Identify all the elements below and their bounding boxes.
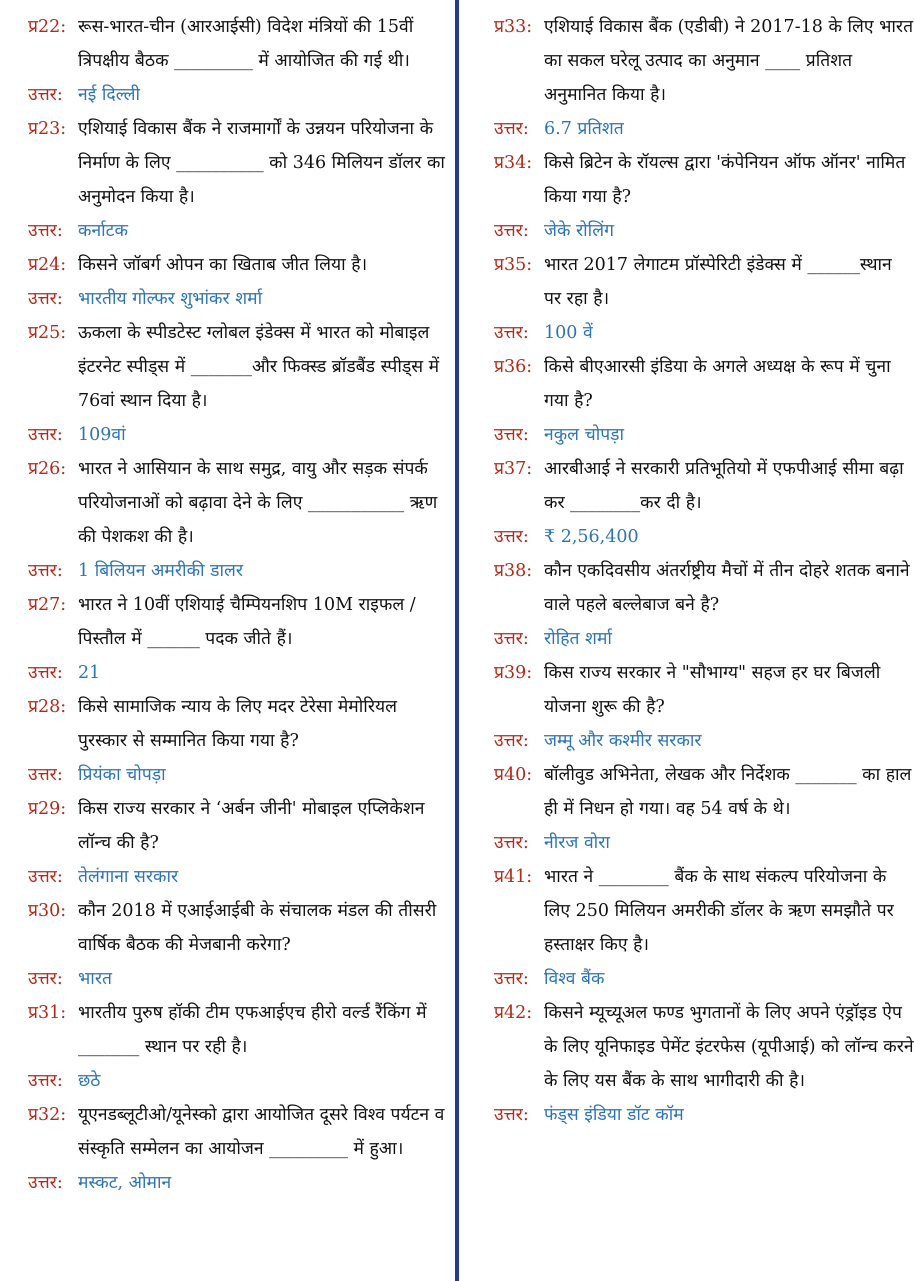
qa-item (28, 316, 448, 452)
qa-item (28, 452, 448, 588)
answer-text: नई दिल्ली (78, 85, 140, 105)
qa-item (494, 656, 914, 758)
answer-row (28, 554, 448, 588)
answer-text: फंड्स इंडिया डॉट कॉम (544, 1105, 684, 1125)
qa-item (28, 996, 448, 1098)
question-row (494, 554, 914, 622)
qa-item (28, 10, 448, 112)
question-number: प्र31: (28, 1003, 67, 1023)
question-text: एशियाई विकास बैंक (एडीबी) ने 2017-18 के लिए भारत का सकल घरेलू उत्पाद का अनुमान ____ प्रतिशत अनुमानित किया है। (544, 17, 914, 105)
question-number: प्र29: (28, 799, 67, 819)
answer-row (28, 78, 448, 112)
answer-label: उत्तर: (28, 85, 63, 105)
answer-text: रोहित शर्मा (544, 629, 612, 649)
answer-row (28, 860, 448, 894)
answer-row (494, 214, 914, 248)
qa-item (494, 554, 914, 656)
answer-label: उत्तर: (28, 289, 63, 309)
answer-text: ₹ 2,56,400 (544, 527, 639, 547)
qa-item (494, 758, 914, 860)
answer-text: जम्मू और कश्मीर सरकार (544, 731, 702, 751)
answer-row (494, 112, 914, 146)
answer-label: उत्तर: (494, 1105, 529, 1125)
question-text: बॉलीवुड अभिनेता, लेखक और निर्देशक _______ का हाल ही में निधन हो गया। वह 54 वर्ष के थे। (544, 765, 912, 819)
answer-text: 109वां (78, 425, 126, 445)
qa-item (494, 350, 914, 452)
answer-row (28, 214, 448, 248)
answer-row (494, 520, 914, 554)
question-text: किस राज्य सरकार ने "सौभाग्य" सहज हर घर बिजली योजना शुरू की है? (544, 663, 881, 717)
answer-label: उत्तर: (494, 833, 529, 853)
question-row (28, 1098, 448, 1166)
answer-text: कर्नाटक (78, 221, 128, 241)
question-text: एशियाई विकास बैंक ने राजमार्गों के उन्नयन परियोजना के निर्माण के लिए __________ को 346 मिलियन डॉलर का अनुमोदन किया है। (78, 119, 445, 207)
question-text: कौन 2018 में एआईआईबी के संचालक मंडल की तीसरी वार्षिक बैठक की मेजबानी करेगा? (78, 901, 437, 955)
question-number: प्र38: (494, 561, 533, 581)
qa-item (28, 588, 448, 690)
answer-text: नीरज वोरा (544, 833, 610, 853)
answer-label: उत्तर: (28, 1173, 63, 1193)
question-row (28, 248, 448, 282)
question-text: किसे बीएआरसी इंडिया के अगले अध्यक्ष के रूप में चुना गया है? (544, 357, 891, 411)
question-number: प्र35: (494, 255, 533, 275)
question-text: आरबीआई ने सरकारी प्रतिभूतियो में एफपीआई सीमा बढ़ा कर ________कर दी है। (544, 459, 904, 513)
question-text: भारत ने आसियान के साथ समुद्र, वायु और सड़क संपर्क परियोजनाओं को बढ़ावा देने के लिए ___________ ऋण की पेशकश की है। (78, 459, 438, 547)
question-row (28, 588, 448, 656)
answer-text: विश्व बैंक (544, 969, 605, 989)
answer-row (28, 418, 448, 452)
question-row (28, 894, 448, 962)
question-text: किसे ब्रिटेन के रॉयल्स द्वारा 'कंपेनियन ऑफ ऑनर' नामित किया गया है? (544, 153, 906, 207)
question-text: किसने जॉबर्ग ओपन का खिताब जीत लिया है। (78, 255, 368, 275)
answer-label: उत्तर: (494, 629, 529, 649)
answer-text: भारत (78, 969, 112, 989)
answer-label: उत्तर: (494, 425, 529, 445)
answer-row (28, 758, 448, 792)
answer-row (494, 962, 914, 996)
question-text: भारतीय पुरुष हॉकी टीम एफआईएच हीरो वर्ल्ड रैंकिंग में _______ स्थान पर रही है। (78, 1003, 427, 1057)
qa-item (28, 792, 448, 894)
question-row (28, 452, 448, 554)
question-row (494, 860, 914, 962)
question-number: प्र34: (494, 153, 533, 173)
question-row (494, 146, 914, 214)
qa-item (28, 690, 448, 792)
answer-label: उत्तर: (28, 425, 63, 445)
answer-label: उत्तर: (28, 221, 63, 241)
answer-label: उत्तर: (28, 561, 63, 581)
answer-row (494, 826, 914, 860)
answer-text: प्रियंका चोपड़ा (78, 765, 166, 785)
qa-item (28, 1098, 448, 1200)
question-text: यूएनडब्लूटीओ/यूनेस्को द्वारा आयोजित दूसरे विश्व पर्यटन व संस्कृति सम्मेलन का आयोजन _________ में हुआ। (78, 1105, 445, 1159)
question-number: प्र23: (28, 119, 67, 139)
qa-item (494, 248, 914, 350)
question-row (494, 10, 914, 112)
answer-row (28, 282, 448, 316)
answer-text: मस्कट, ओमान (78, 1173, 172, 1193)
question-number: प्र27: (28, 595, 67, 615)
question-number: प्र40: (494, 765, 533, 785)
qa-item (494, 860, 914, 996)
answer-label: उत्तर: (494, 527, 529, 547)
question-text: कौन एकदिवसीय अंतर्राष्ट्रीय मैचों में तीन दोहरे शतक बनाने वाले पहले बल्लेबाज बने है? (544, 561, 910, 615)
right-column (494, 10, 914, 1132)
qa-item (494, 10, 914, 146)
question-row (28, 112, 448, 214)
question-row (494, 656, 914, 724)
question-number: प्र30: (28, 901, 67, 921)
answer-label: उत्तर: (494, 221, 529, 241)
question-text: रूस-भारत-चीन (आरआईसी) विदेश मंत्रियों की 15वीं त्रिपक्षीय बैठक _________ में आयोजित की गई थी। (78, 17, 414, 71)
answer-row (28, 1064, 448, 1098)
question-text: भारत 2017 लेगाटम प्रॉस्पेरिटी इंडेक्स में ______स्थान पर रहा है। (544, 255, 892, 309)
answer-label: उत्तर: (494, 969, 529, 989)
question-number: प्र22: (28, 17, 67, 37)
question-row (28, 996, 448, 1064)
question-row (28, 792, 448, 860)
answer-label: उत्तर: (494, 119, 529, 139)
question-number: प्र26: (28, 459, 67, 479)
qa-item (494, 452, 914, 554)
answer-row (28, 962, 448, 996)
question-text: ऊकला के स्पीडटेस्ट ग्लोबल इंडेक्स में भारत को मोबाइल इंटरनेट स्पीड्स में _______और फिक्स्ड ब्रॉडबैंड स्पीड्स में 76वां स्थान दिया है। (78, 323, 440, 411)
answer-row (494, 622, 914, 656)
question-number: प्र25: (28, 323, 67, 343)
qa-item (28, 112, 448, 248)
question-row (494, 350, 914, 418)
answer-row (494, 418, 914, 452)
qa-item (494, 996, 914, 1132)
answer-label: उत्तर: (28, 1071, 63, 1091)
column-divider (455, 0, 459, 1281)
answer-text: नकुल चोपड़ा (544, 425, 625, 445)
answer-label: उत्तर: (28, 867, 63, 887)
answer-label: उत्तर: (28, 765, 63, 785)
answer-label: उत्तर: (28, 969, 63, 989)
question-row (28, 316, 448, 418)
answer-row (494, 1098, 914, 1132)
answer-label: उत्तर: (28, 663, 63, 683)
question-number: प्र28: (28, 697, 67, 717)
qa-item (28, 248, 448, 316)
left-column (28, 10, 448, 1200)
question-row (494, 996, 914, 1098)
question-row (28, 690, 448, 758)
question-number: प्र42: (494, 1003, 533, 1023)
answer-text: भारतीय गोल्फर शुभांकर शर्मा (78, 289, 263, 309)
answer-label: उत्तर: (494, 731, 529, 751)
answer-text: 1 बिलियन अमरीकी डालर (78, 561, 244, 581)
question-number: प्र32: (28, 1105, 67, 1125)
qa-item (494, 146, 914, 248)
qa-item (28, 894, 448, 996)
question-row (494, 758, 914, 826)
question-number: प्र24: (28, 255, 67, 275)
question-row (494, 452, 914, 520)
answer-text: तेलंगाना सरकार (78, 867, 179, 887)
question-number: प्र33: (494, 17, 533, 37)
question-text: किसने म्यूच्यूअल फण्ड भुगतानों के लिए अपने एंड्रॉइड ऐप के लिए यूनिफाइड पेमेंट इंटरफेस (यूपीआई) को लॉन्च करने के लिए यस बैंक के साथ भागीदारी की है। (544, 1003, 914, 1091)
question-number: प्र37: (494, 459, 533, 479)
question-number: प्र41: (494, 867, 533, 887)
answer-text: 21 (78, 663, 101, 683)
answer-text: जेके रोलिंग (544, 221, 614, 241)
answer-row (28, 656, 448, 690)
question-number: प्र36: (494, 357, 533, 377)
question-row (494, 248, 914, 316)
answer-label: उत्तर: (494, 323, 529, 343)
question-number: प्र39: (494, 663, 533, 683)
answer-text: 6.7 प्रतिशत (544, 119, 624, 139)
answer-text: छठे (78, 1071, 101, 1091)
question-text: भारत ने ________ बैंक के साथ संकल्प परियोजना के लिए 250 मिलियन अमरीकी डॉलर के ऋण समझौते पर हस्ताक्षर किए है। (544, 867, 894, 955)
answer-row (28, 1166, 448, 1200)
answer-row (494, 724, 914, 758)
question-text: भारत ने 10वीं एशियाई चैम्पियनशिप 10M राइफल / पिस्तौल में ______ पदक जीते हैं। (78, 595, 416, 649)
question-text: किस राज्य सरकार ने ‘अर्बन जीनी' मोबाइल एप्लिकेशन लॉन्च की है? (78, 799, 425, 853)
question-row (28, 10, 448, 78)
answer-text: 100 वें (544, 323, 593, 343)
question-text: किसे सामाजिक न्याय के लिए मदर टेरेसा मेमोरियल पुरस्कार से सम्मानित किया गया है? (78, 697, 397, 751)
answer-row (494, 316, 914, 350)
